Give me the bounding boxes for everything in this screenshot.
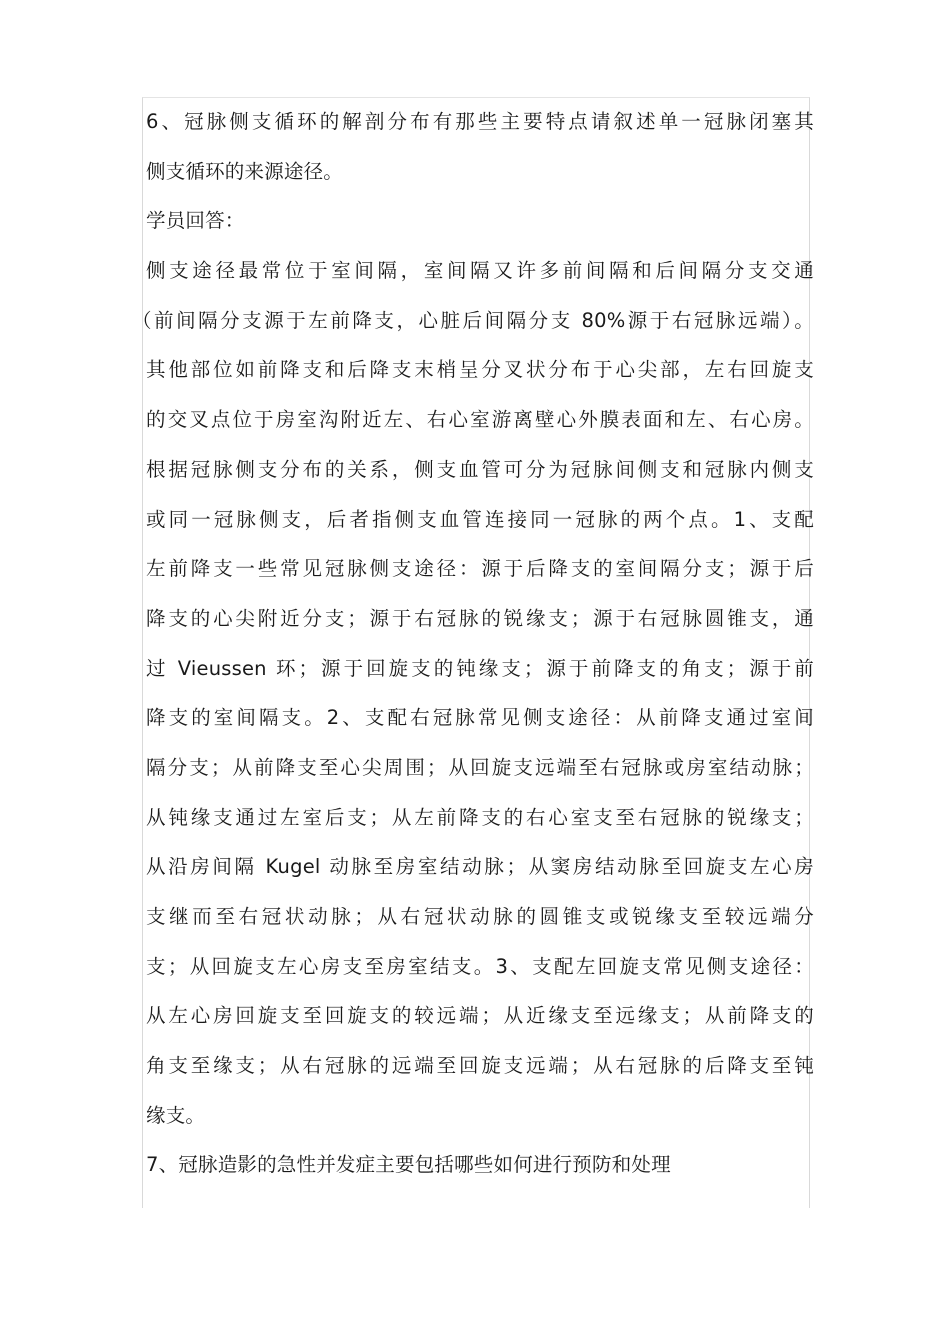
text-line: 的交叉点位于房室沟附近左、右心室游离壁心外膜表面和左、右心房。 xyxy=(146,408,814,432)
text-line: 降支的室间隔支。2、支配右冠脉常见侧支途径：从前降支通过室间 xyxy=(146,706,814,730)
text-line: （前间隔分支源于左前降支，心脏后间隔分支 80%源于右冠脉远端）。 xyxy=(132,308,814,332)
text-line: 降支的心尖附近分支；源于右冠脉的锐缘支；源于右冠脉圆锥支，通 xyxy=(146,606,814,630)
answer-text xyxy=(132,246,814,1140)
text-line: 支继而至右冠状动脉；从右冠状动脉的圆锥支或锐缘支至较远端分 xyxy=(146,905,814,928)
text-line: 从钝缘支通过左室后支；从左前降支的右心室支至右冠脉的锐缘支； xyxy=(146,805,814,829)
text-line: 缘支。 xyxy=(146,1103,206,1127)
text-line: 从左心房回旋支至回旋支的较远端；从近缘支至远缘支；从前降支的 xyxy=(146,1004,814,1028)
text-line: 左前降支一些常见冠脉侧支途径：源于后降支的室间隔分支；源于后 xyxy=(146,557,814,581)
text-line: 从沿房间隔 Kugel 动脉至房室结动脉；从窦房结动脉至回旋支左心房 xyxy=(146,855,814,879)
text-line: 支；从回旋支左心房支至房室结支。3、支配左回旋支常见侧支途径： xyxy=(146,954,814,978)
text-line: 侧支循环的来源途径。 xyxy=(146,159,344,183)
text-line: 根据冠脉侧支分布的关系，侧支血管可分为冠脉间侧支和冠脉内侧支 xyxy=(146,457,814,481)
question-7 xyxy=(146,1140,814,1190)
document-body xyxy=(132,97,814,1190)
text-line: 侧支途径最常位于室间隔，室间隔又许多前间隔和后间隔分支交通 xyxy=(146,259,814,283)
text-line: 7、冠脉造影的急性并发症主要包括哪些如何进行预防和处理 xyxy=(146,1153,671,1177)
text-line: 隔分支；从前降支至心尖周围；从回旋支远端至右冠脉或房室结动脉； xyxy=(146,755,814,779)
answer-label: 学员回答： xyxy=(146,209,245,233)
text-line: 6、冠脉侧支循环的解剖分布有那些主要特点请叙述单一冠脉闭塞其 xyxy=(146,110,814,133)
text-line: 其他部位如前降支和后降支末梢呈分叉状分布于心尖部，左右回旋支 xyxy=(146,358,814,382)
text-line: 过 Vieussen 环；源于回旋支的钝缘支；源于前降支的角支；源于前 xyxy=(146,656,814,680)
text-line: 角支至缘支；从右冠脉的远端至回旋支远端；从右冠脉的后降支至钝 xyxy=(146,1054,814,1078)
question-6 xyxy=(146,97,814,196)
text-line: 或同一冠脉侧支，后者指侧支血管连接同一冠脉的两个点。1、支配 xyxy=(146,507,814,531)
